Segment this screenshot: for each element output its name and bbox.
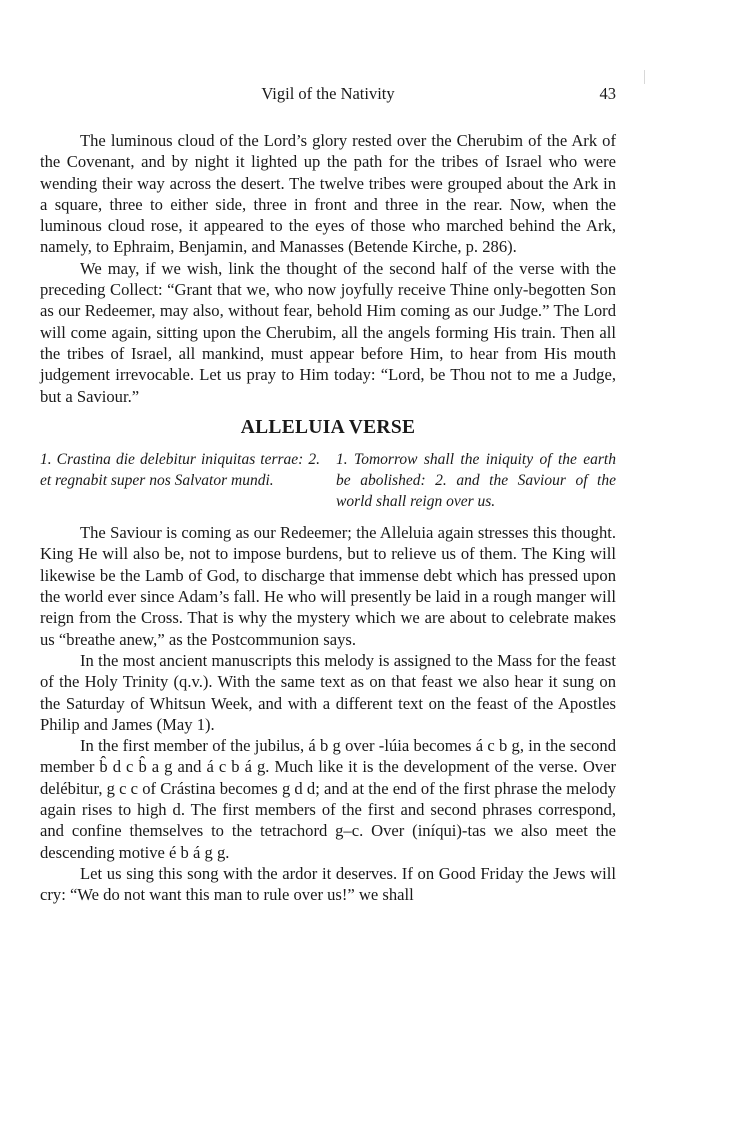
paragraph: We may, if we wish, link the thought of the second half of the verse with the preceding Collect: “Grant that we, who now joyfully receive Thine only-begotten Son as our Redeemer, may also, without fear, behold Him coming as our Judge.” The Lord will come again, sitting upon the Cherubim, all the angels forming His train. Then all the tribes of Israel, all mankind, must appear before Him, to hear from His mouth judgement irrevocable. Let us pray to Him today: “Lord, be Thou not to me a Judge, but a Saviour.” [40,258,616,406]
verse-english-text: 1. Tomorrow shall the iniquity of the earth be abolished: 2. and the Saviour of the world shall reign over us. [336,451,616,511]
paragraph: The Saviour is coming as our Redeemer; the Alleluia again stresses this thought. King He will also be, not to impose burdens, but to relieve us of them. The King will likewise be the Lamb of God, to discharge that immense debt which has pressed upon the world ever since Adam’s fall. He who will presently be laid in a rough manger will reign from the Cross. That is why the mystery which we are about to celebrate makes us “breathe anew,” as the Postcommunion says. [40,523,616,649]
verse-latin [40,449,320,512]
paragraph: In the first member of the jubilus, á b g over -lúia becomes á c b g, in the second member b̂ d c b̂ a g and á c b á g. Much like it is the development of the verse. Over delébitur, g c c of Crástina becomes g d d; and at the end of the first phrase the melody again rises to high d. The first members of the first and second phrases correspond, and confine themselves to the tetrachord g–c. Over (iníqui)-tas we also meet the descending motive é b á g g. [40,736,616,862]
section-heading: ALLELUIA VERSE [240,416,416,438]
verse-parallel-columns [40,449,616,512]
page-number: 43 [599,84,616,103]
page-body [40,130,616,906]
paragraph: The luminous cloud of the Lord’s glory rested over the Cherubim of the Ark of the Covenant, and by night it lighted up the path for the tribes of Israel who were wending their way across the desert. The twelve tribes were grouped about the Ark in a square, three to either side, three in front and three in the rear. Now, when the luminous cloud rose, it appeared to the eyes of those who marched behind the Ark, namely, to Ephraim, Benjamin, and Manasses (Betende Kirche, p. 286). [40,131,616,257]
paragraph: Let us sing this song with the ardor it deserves. If on Good Friday the Jews will cry: “We do not want this man to rule over us!” we shall [40,863,616,905]
verse-latin-text: 1. Crastina die delebitur iniquitas terrae: 2. et regnabit super nos Salvator mundi. [40,451,320,490]
scan-mark [644,70,645,84]
running-head [40,84,616,106]
verse-english [336,449,616,512]
paragraph: In the most ancient manuscripts this melody is assigned to the Mass for the feast of the Holy Trinity (q.v.). With the same text as on that feast we also hear it sung on the Saturday of Whitsun Week, and with a different text on the feast of the Apostles Philip and James (May 1). [40,650,616,734]
running-title: Vigil of the Nativity [261,84,395,103]
